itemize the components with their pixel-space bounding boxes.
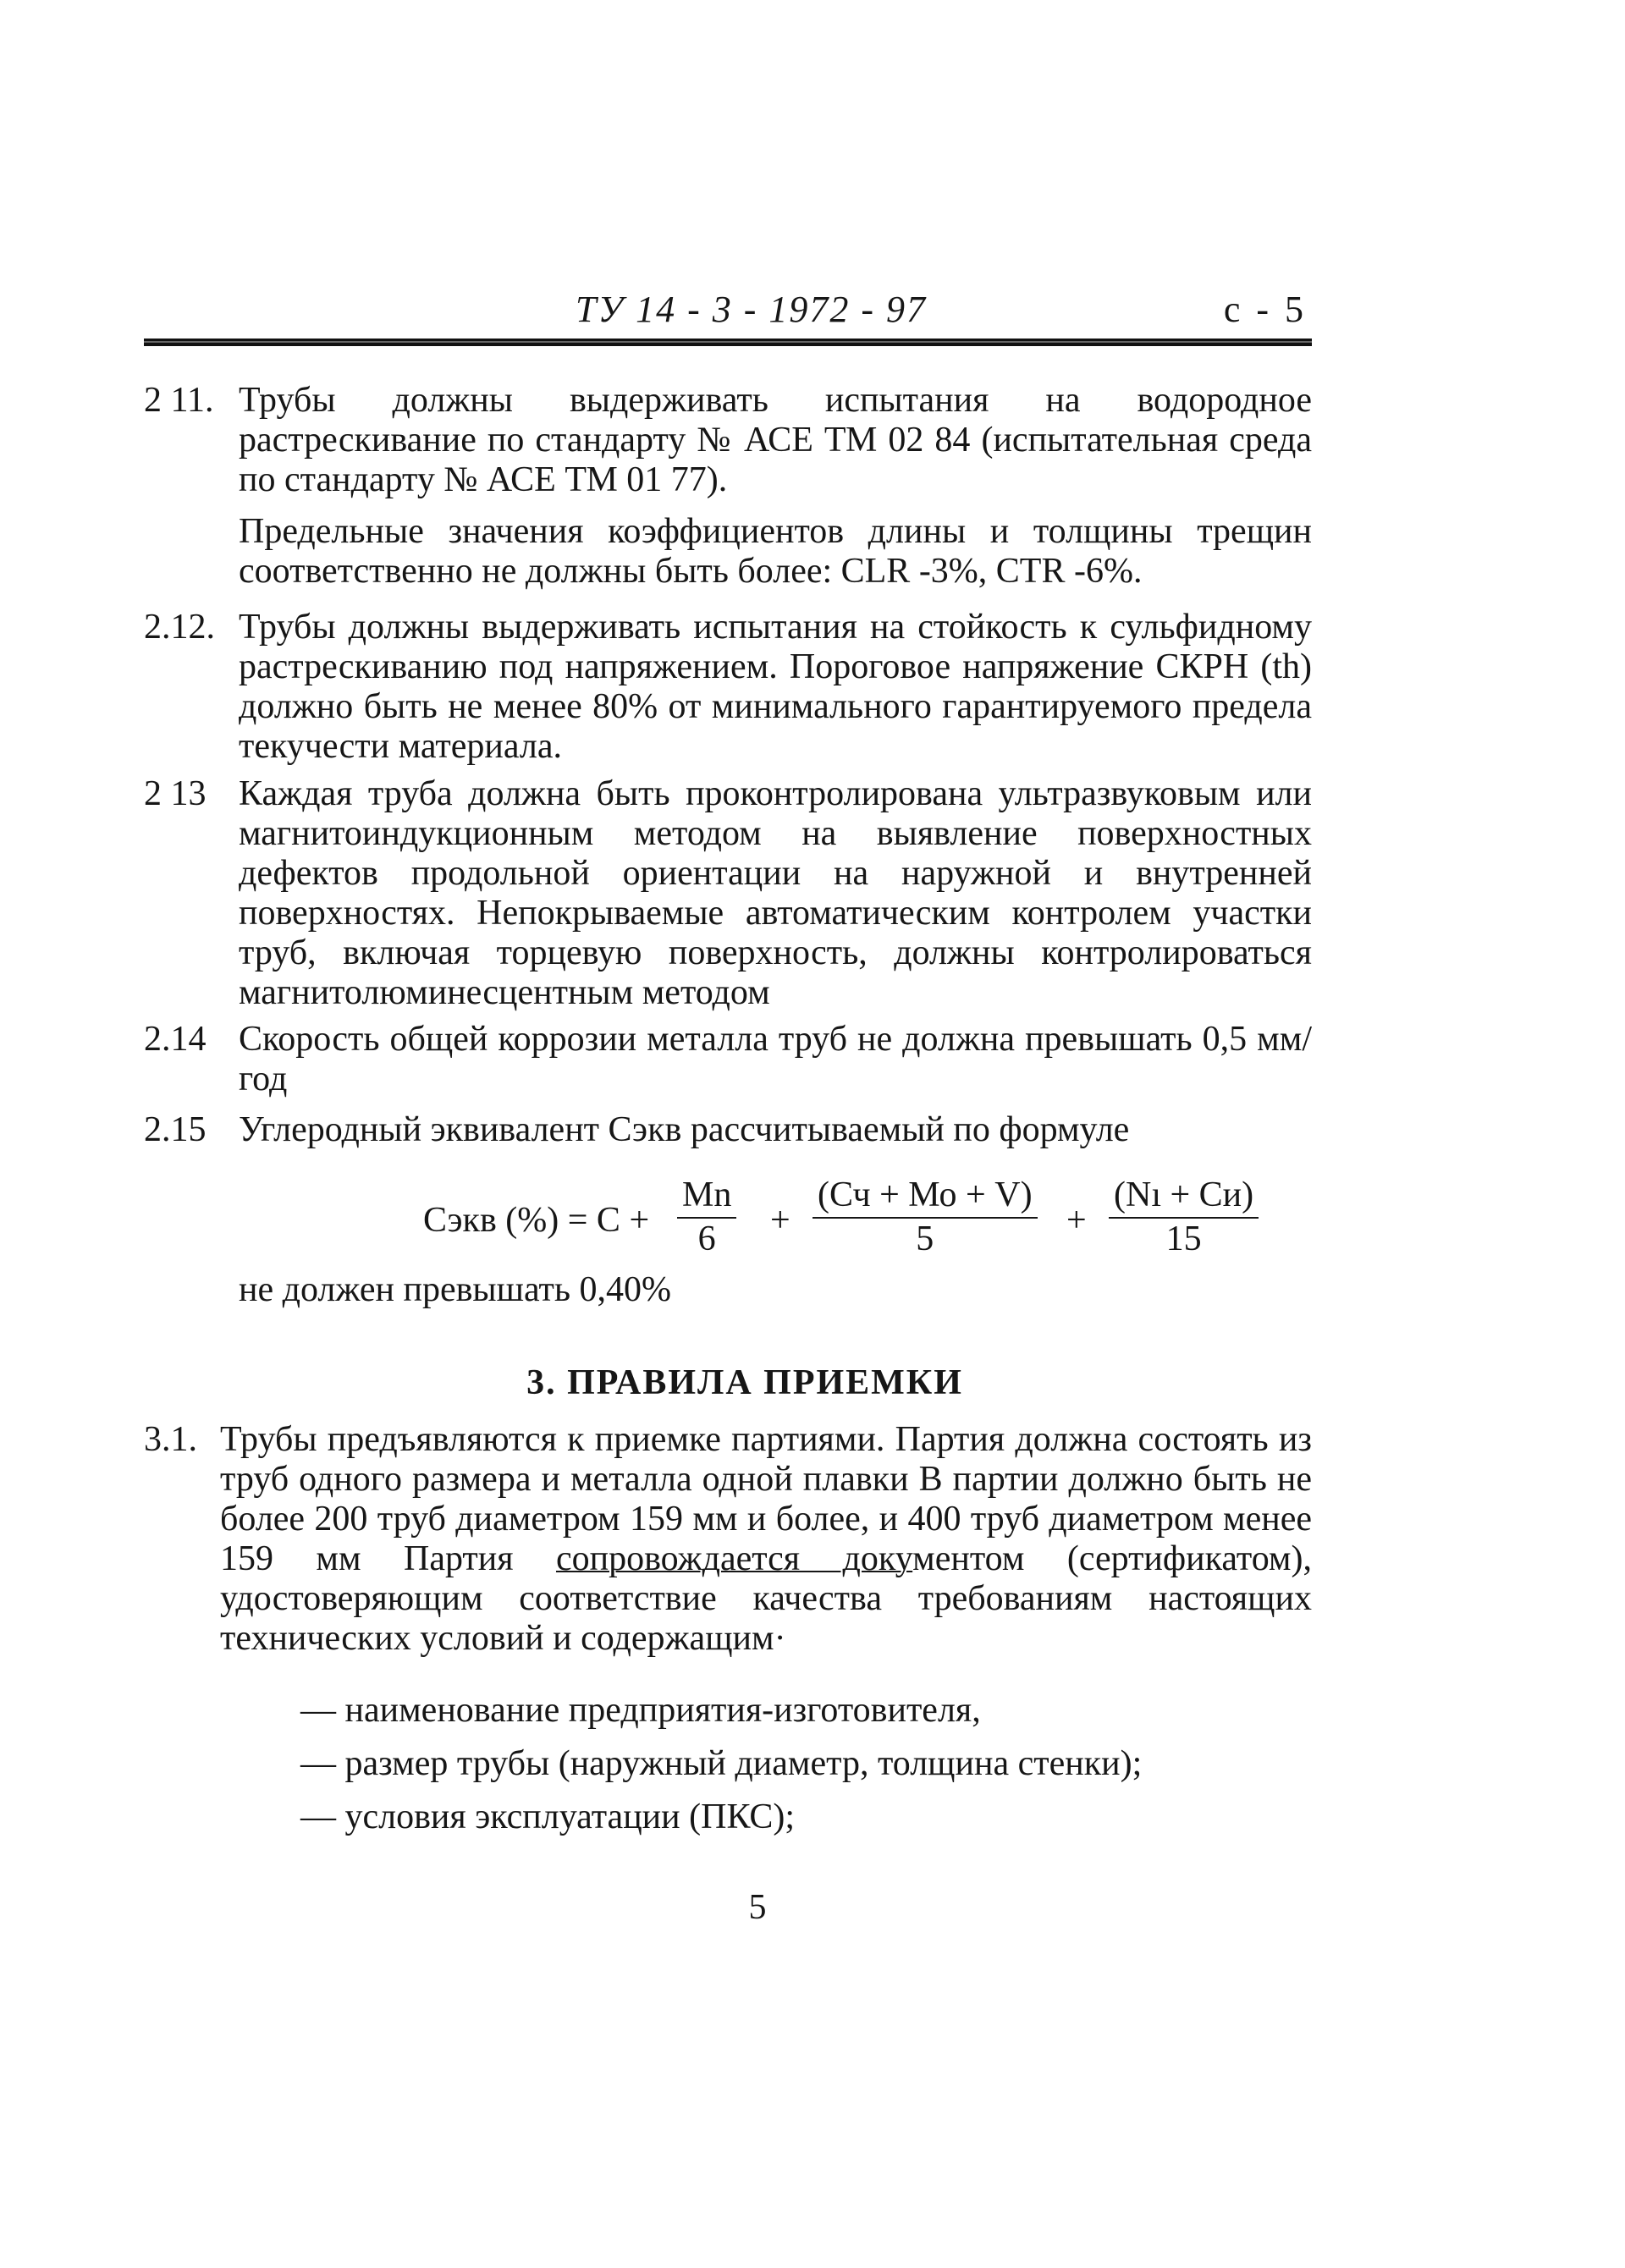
clause-text: Трубы должны выдерживать испытания на стойкость к сульфидному растрескиванию под напряжением. Пороговое напряжение СКРН (th) должно быть не менее 80% от минимального гарантируемого предела текучести материала. [239,608,1312,766]
formula-fraction-ni-cu [1109,1176,1259,1258]
header-rule [144,339,1312,347]
clause-text: Скорость общей коррозии металла труб не должна превышать 0,5 мм/год [239,1020,1312,1098]
list-item: — наименование предприятия-изготовителя, [300,1684,1142,1737]
fraction-numerator: (Nı + Cи) [1109,1176,1259,1219]
clause-text: Углеродный эквивалент Сэкв рассчитываемый по формуле [239,1110,1130,1149]
fraction-denominator: 6 [697,1219,716,1258]
clause-2-14 [144,1020,1312,1099]
page-number: 5 [748,1888,767,1927]
certificate-contents-list [300,1684,1142,1844]
carbon-equivalent-formula [423,1176,1312,1269]
document-code: ТУ 14 - 3 - 1972 - 97 [576,289,928,330]
clause-3-1 [144,1420,1312,1659]
clause-number: 2 13 [144,774,207,813]
fraction-numerator: Mn [677,1176,736,1219]
clause-number: 2.15 [144,1110,207,1149]
formula-plus: + [1066,1201,1087,1240]
clause-number: 3.1. [144,1420,197,1459]
underlined-text: сопровождается доку [555,1539,913,1578]
formula-lhs: Сэкв (%) = С + [423,1201,650,1240]
clause-2-12 [144,608,1312,767]
fraction-numerator: (Сч + Мо + V) [812,1176,1038,1219]
clause-text: Каждая труба должна быть проконтролирована ультразвуковым или магнитоиндукционным методом на выявление поверхностных дефектов продольной ориентации на наружной и внутренней поверхностях. Непокрываемые автоматическим контролем участки труб, включая торцевую поверхность, должны контролироваться магнитолюминесцентным методом [239,774,1312,1012]
clause-2-11 [144,381,1312,592]
clause-text [220,1420,1312,1659]
clause-number: 2.14 [144,1020,207,1059]
clause-text-part: ментом (сертификатом), удостоверяющим соответствие качества требованиям настоящих технических условий и содержащим· [220,1539,1312,1658]
formula-limit: не должен превышать 0,40% [239,1270,672,1309]
formula-plus: + [770,1201,790,1240]
clause-text: Трубы должны выдерживать испытания на водородное растрескивание по стандарту № АСЕ ТМ 02 84 (испытательная среда по стандарту № АСЕ ТМ 01 77). [239,381,1312,499]
fraction-denominator: 5 [916,1219,934,1258]
clause-number: 2.12. [144,608,215,647]
formula-fraction-mn [677,1176,736,1258]
fraction-denominator: 15 [1165,1219,1202,1258]
clause-2-15 [144,1110,1312,1150]
page-footer [0,1887,1625,1928]
clause-note: Предельные значения коэффициентов длины и толщины трещин соответственно не должны быть более: CLR -3%, CTR -6%. [239,512,1312,591]
clause-number: 2 11. [144,381,214,420]
list-item: — размер трубы (наружный диаметр, толщина стенки); [300,1737,1142,1791]
section-title: 3. ПРАВИЛА ПРИЕМКИ [526,1363,963,1402]
section-heading [0,1362,1625,1403]
clause-text-part: Трубы предъявляются к приемке партиями. Партия должна состоять из труб одного размера и металла одной плавки В партии должно быть не более 200 труб диаметром 159 мм и более, и 400 труб диаметром менее 159 мм Партия [220,1420,1312,1578]
formula-fraction-cr-mo-v [812,1176,1038,1258]
list-item: — условия эксплуатации (ПКС); [300,1791,1142,1844]
clause-2-13 [144,774,1312,1013]
page-reference: с - 5 [1223,289,1307,330]
